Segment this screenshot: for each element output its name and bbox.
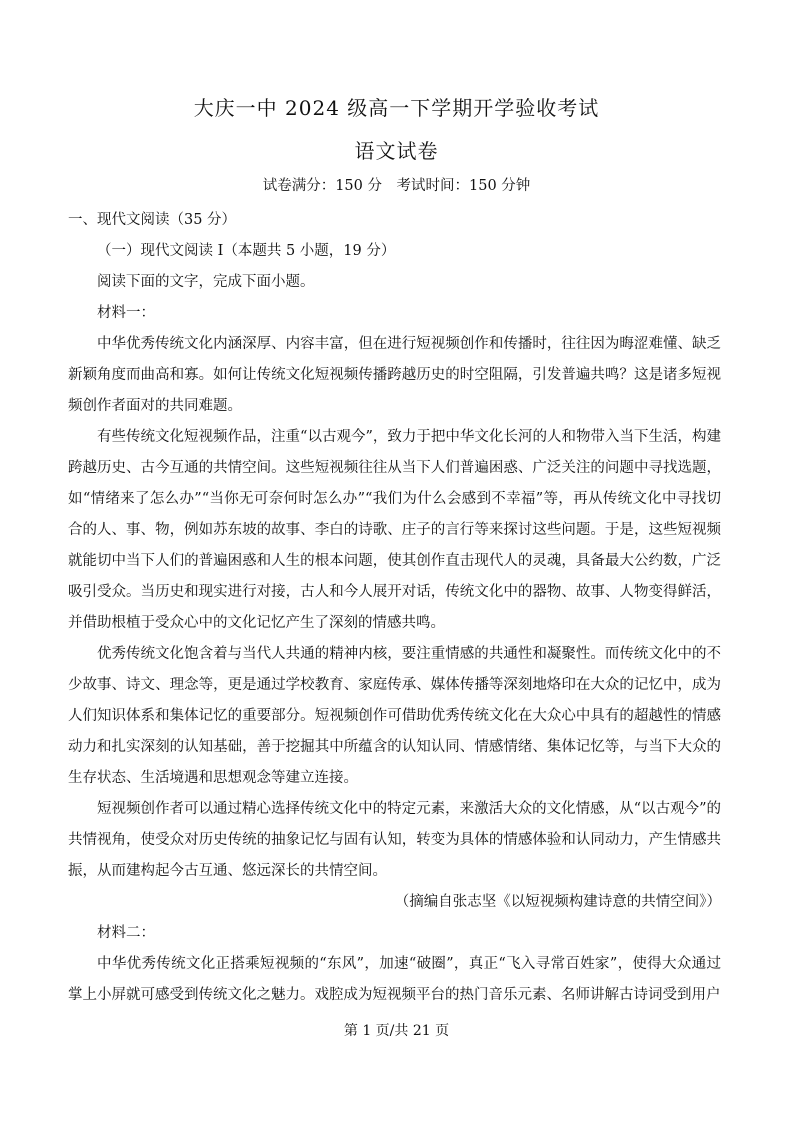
material-1-paragraph: 有些传统文化短视频作品，注重“以古观今”，致力于把中华文化长河的人和物带入当下生活，构建跨越历史、古今互通的共情空间。这些短视频往往从当下人们普遍困惑、广泛关注的问题中寻找选题，如“情绪来了怎么办”“当你无可奈何时怎么办”“我们为什么会感到不幸福”等，再从传统文化中寻找切合的人、事、物，例如苏东坡的故事、李白的诗歌、庄子的言行等来探讨这些问题。于是，这些短视频就能切中当下人们的普遍困惑和人生的根本问题，使其创作直击现代人的灵魂，具备最大公约数，广泛吸引受众。当历史和现实进行对接，古人和今人展开对话，传统文化中的器物、故事、人物变得鲜活，并借助根植于受众心中的文化记忆产生了深刻的情感共鸣。	[68, 429, 721, 631]
material-2-paragraph: 中华优秀传统文化正搭乘短视频的“东风”，加速“破圈”，真正“飞入寻常百姓家”，使得大众通过掌上小屏就可感受到传统文化之魅力。戏腔成为短视频平台的热门音乐元素、名师讲解古诗词受到用户	[68, 956, 721, 1003]
exam-meta: 试卷满分：150 分 考试时间：150 分钟	[262, 178, 531, 194]
material-1-citation: （摘编自张志坚《以短视频构建诗意的共情空间》）	[394, 894, 721, 910]
exam-title: 大庆一中 2024 级高一下学期开学验收考试	[193, 96, 600, 120]
reading-instruction: 阅读下面的文字，完成下面小题。	[97, 274, 315, 290]
material-1-paragraph: 优秀传统文化饱含着与当代人共通的精神内核，要注重情感的共通性和凝聚性。而传统文化中的不少故事、诗文、理念等，更是通过学校教育、家庭传承、媒体传播等深刻地烙印在大众的记忆中，成为人们知识体系和集体记忆的重要部分。短视频创作可借助优秀传统文化在大众心中具有的超越性的情感动力和扎实深刻的认知基础，善于挖掘其中所蕴含的认知认同、情感情绪、集体记忆等，与当下大众的生存状态、生活境遇和思想观念等建立连接。	[68, 646, 721, 786]
material-1-paragraph: 短视频创作者可以通过精心选择传统文化中的特定元素，来激活大众的文化情感，从“以古观今”的共情视角，使受众对历史传统的抽象记忆与固有认知，转变为具体的情感体验和认同动力，产生情感共振，从而建构起今古互通、悠远深长的共情空间。	[68, 801, 721, 879]
material-1-paragraph: 中华优秀传统文化内涵深厚、内容丰富，但在进行短视频创作和传播时，往往因为晦涩难懂、缺乏新颖角度而曲高和寡。如何让传统文化短视频传播跨越历史的时空阻隔，引发普遍共鸣？这是诸多短视频创作者面对的共同难题。	[68, 336, 721, 414]
section-heading: 一、现代文阅读（35 分）	[68, 212, 237, 228]
document-body	[68, 205, 721, 1011]
exam-subtitle: 语文试卷	[354, 139, 439, 163]
page-number: 第 1 页/共 21 页	[343, 1023, 450, 1039]
section-subheading: （一）现代文阅读 I（本题共 5 小题，19 分）	[97, 243, 396, 259]
material-1-label: 材料一：	[97, 305, 155, 321]
material-2-label: 材料二：	[97, 925, 155, 941]
